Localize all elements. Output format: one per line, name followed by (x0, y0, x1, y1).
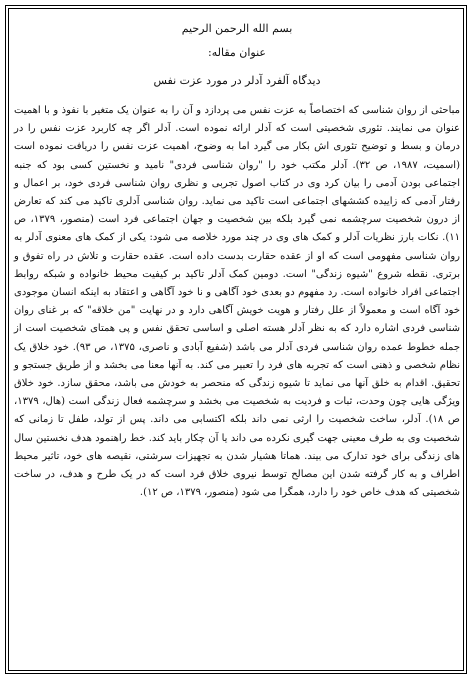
article-label: عنوان مقاله: (208, 46, 266, 59)
basmala: بسم الله الرحمن الرحیم (181, 22, 293, 35)
article-title: دیدگاه آلفرد آدلر در مورد عزت نفس (153, 74, 321, 87)
document-body (14, 22, 460, 502)
body-paragraph: مباحثی از روان شناسی که اختصاصاً به عزت نفس می پردازد و آن را به عنوان یک متغیر با نفوذ و با اهمیت عنوان می نمایند. تئوری شخصیتی است که آدلر ارائه نموده است. آدلر اگر چه کاربرد عزت نفس را در درمان و بسط و توضیح تئوری اش بکار می گیرد اما به وضوح، اهمیت عزت نفس را دریافت نموده است (اسمیت، ۱۹۸۷، ص ۳۲). آدلر مکتب خود را "روان شناسی فردی" نامید و نخستین کسی بود که جنبه اجتماعی بودن آدمی را بیان کرد وی در کتاب اصول تجربی و نظری روان شناسی فردی خود، بر اعمال و رفتار آدمی که زاییده کششهای اجتماعی است تاکید می نماید. روان شناسی آدلری تاکید می کند که تعارض از درون شخصیت سرچشمه نمی گیرد بلکه بین شخصیت و جهان اجتماعی فرد است (منصور، ۱۳۷۹، ص ۱۱). نکات بارز نظریات آدلر و کمک های وی در چند مورد خلاصه می شود: یکی از کمک های معنوی آدلر به روان شناسی مفهومی است که او از عقده حقارت بدست داده است. عقده حقارت و تلاش در راه تفوق و برتری. نقطه شروع "شیوه زندگی" است. دومین کمک آدلر تاکید بر کیفیت محیط خانواده و شبکه روابط اجتماعی افراد خانواده است. رد مفهوم دو بعدی خود آگاهی و نا خود آگاهی و اعتقاد به اینکه انسان موجودی خود آگاه است و معمولاً از علل رفتار و هویت خویش آگاهی دارد و در نهایت "من خلاقه" که بر غنای روان شناسی فردی اشاره دارد که به نظر آدلر هسته اصلی و اساسی تحقق نفس و پی همتای شخصیت است از جمله خطوط عمده روان شناسی فردی آدلر می باشد (شفیع آبادی و ناصری، ۱۳۷۵، ص ۹۳). خود خلاق یک نظام شخصی و ذهنی است که تجربه های فرد را تعبیر می کند. به آنها معنا می بخشد و از طریق جستجو و تحقیق. اقدام به خلق آنها می نماید تا شیوه زندگی که منحصر به خودش می باشد، محقق سازد. خود خلاق ویژگی هایی چون وحدت، ثبات و فردیت به شخصیت می بخشد و سرچشمه فعال زندگی است (هال، ۱۳۷۹، ص ۱۸). آدلر، ساخت شخصیت را ارثی نمی داند بلکه اکتسابی می داند. پس از تولد، طفل تا زمانی که شخصیت وی به طرف معینی جهت گیری نکرده می داند یا آن چکار باید کند. خط راهنمود هدف نخستین سال های زندگی برای خود تدارک می بیند. هماتا هشیار شدن به تجهیزات سرشتی، نقیصه های خود، تاثیر محیط اطراف و به کار گرفته شدن این مصالح توسط نیروی خلاق فرد است که در یک طرح و هدف، در ساخت شخصیتی که هدف خاص خود را دارد، همگرا می شود (منصور، ۱۳۷۹، ص ۱۲). (14, 105, 461, 499)
